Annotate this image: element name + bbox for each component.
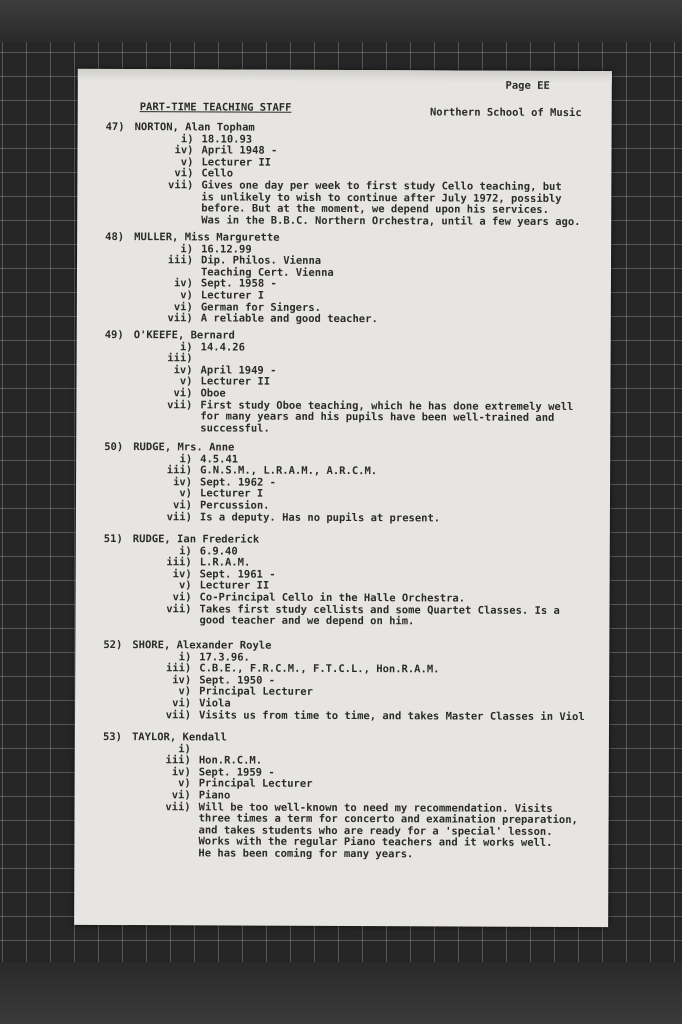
line-text: Principal Lecturer (198, 777, 313, 791)
line-text: Hon.R.C.M. (198, 754, 263, 767)
line-text: C.B.E., F.R.C.M., F.T.C.L., Hon.R.A.M. (199, 662, 440, 676)
line-text: is unlikely to wish to continue after July 1972, possibly (201, 190, 562, 205)
line-text: Piano (198, 789, 231, 802)
line-text: 18.10.93 (201, 132, 253, 146)
roman-numeral: vi) (172, 591, 192, 604)
roman-numeral: v) (179, 375, 193, 388)
entry-name: SHORE, Alexander Royle (132, 639, 272, 652)
line-text: Visits us from time to time, and takes Master Classes in Viol (199, 708, 585, 723)
staff-entry (75, 638, 609, 723)
roman-numeral: v) (180, 156, 194, 169)
roman-numeral: vi) (173, 300, 193, 313)
line-text: A reliable and good teacher. (200, 312, 378, 326)
roman-numeral: vii) (167, 312, 193, 325)
line-text: good teacher and we depend on him. (199, 614, 415, 628)
line-text: Lecturer II (201, 156, 272, 169)
line-text: April 1949 - (200, 364, 277, 377)
roman-numeral: iv) (173, 364, 193, 377)
roman-numeral: i) (180, 242, 194, 255)
roman-numeral: vi) (172, 499, 192, 512)
line-text: Teaching Cert. Vienna (200, 266, 334, 279)
roman-numeral: iv) (171, 766, 191, 779)
line-text: 6.9.40 (199, 544, 238, 558)
line-text: L.R.A.M. (199, 556, 251, 569)
staff-entry (76, 440, 610, 525)
roman-numeral: vii) (166, 602, 192, 615)
roman-numeral: iii) (167, 254, 194, 267)
line-text: Lecturer I (200, 289, 265, 302)
line-text: Sept. 1961 - (199, 568, 276, 581)
line-text: 14.4.26 (200, 340, 245, 354)
staff-entry (76, 532, 610, 628)
entry-number: 53) (102, 730, 122, 744)
roman-numeral: v) (178, 685, 192, 698)
roman-numeral: iii) (166, 464, 193, 477)
line-text: Takes first study cellists and some Quartet Classes. Is a (199, 602, 560, 617)
line-text: April 1948 - (201, 144, 278, 157)
line-text: Is a deputy. Has no pupils at present. (199, 510, 441, 525)
line-text: 4.5.41 (200, 452, 239, 466)
line-text: Sept. 1962 - (200, 476, 276, 489)
line-text: Co-Principal Cello in the Halle Orchestra. (199, 591, 466, 605)
roman-numeral: i) (179, 340, 193, 353)
staff-entry (75, 730, 609, 861)
roman-numeral: v) (180, 289, 193, 302)
line-text: G.N.S.M., L.R.A.M., A.R.C.M. (200, 464, 378, 478)
entry-name: RUDGE, Mrs. Anne (133, 441, 235, 454)
roman-numeral: iv) (172, 674, 192, 687)
roman-numeral: vii) (166, 510, 192, 523)
line-text: Percussion. (199, 499, 270, 512)
line-text: Principal Lecturer (199, 685, 313, 699)
entry-name: O'KEEFE, Bernard (133, 329, 235, 342)
line-text: Sept. 1958 - (200, 277, 277, 291)
line-text: Gives one day per week to first study Cello teaching, but (201, 179, 562, 193)
entry-number: 51) (103, 532, 123, 546)
staff-entry (77, 230, 611, 326)
line-text: First study Oboe teaching, which he has done extremely well (200, 398, 574, 413)
line-text: Will be too well-known to need my recommendation. Visits (198, 800, 553, 815)
line-text: Works with the regular Piano teachers and it works well. (198, 835, 553, 850)
staff-entry (78, 120, 612, 228)
entry-number: 50) (104, 440, 124, 454)
entry-number: 52) (103, 638, 123, 652)
line-text: Cello (201, 167, 234, 180)
staff-entry (77, 328, 611, 435)
line-text: Lecturer II (200, 375, 271, 389)
line-text: Lecturer II (199, 579, 270, 593)
roman-numeral: i) (178, 742, 191, 755)
line-text: 16.12.99 (201, 242, 252, 256)
line-text: Sept. 1950 - (199, 674, 276, 687)
roman-numeral: v) (179, 487, 193, 500)
roman-numeral: i) (179, 452, 193, 465)
roman-numeral: vii) (165, 708, 192, 721)
document-page (74, 69, 612, 927)
roman-numeral: iv) (173, 277, 193, 290)
roman-numeral: iv) (172, 568, 192, 581)
roman-numeral: vi) (171, 789, 191, 802)
entry-name: NORTON, Alan Topham (134, 121, 255, 134)
entry-number: 49) (104, 328, 124, 342)
roman-numeral: vi) (174, 167, 194, 180)
roman-numeral: i) (178, 650, 192, 663)
top-frame-band (0, 0, 682, 42)
roman-numeral: vii) (168, 179, 194, 192)
line-text: He has been coming for many years. (198, 847, 414, 861)
entry-name: RUDGE, Ian Frederick (132, 533, 260, 546)
line-text: three times a term for concerto and examination preparation, (198, 812, 578, 827)
roman-numeral: vii) (165, 800, 191, 813)
page-title: PART-TIME TEACHING STAFF (139, 101, 292, 114)
roman-numeral: iii) (166, 556, 192, 569)
roman-numeral: i) (179, 544, 192, 557)
roman-numeral: iv) (173, 476, 193, 489)
entry-number: 47) (105, 120, 125, 134)
line-text: German for Singers. (200, 300, 321, 314)
roman-numeral: vi) (172, 697, 192, 710)
page-number: Page EE (505, 79, 550, 92)
line-text: Lecturer I (199, 487, 264, 501)
school-name: Northern School of Music (429, 106, 582, 120)
line-text: Was in the B.B.C. Northern Orchestra, until a few years ago. (201, 214, 581, 228)
entry-name: MULLER, Miss Margurette (134, 231, 280, 244)
line-text: Oboe (200, 387, 226, 400)
roman-numeral: iv) (174, 144, 194, 157)
roman-numeral: iii) (165, 662, 192, 675)
line-text: Dip. Philos. Vienna (201, 254, 322, 268)
line-text: Viola (199, 697, 231, 710)
entry-number: 48) (105, 230, 125, 244)
roman-numeral: iii) (167, 352, 193, 365)
line-text: Sept. 1959 - (198, 766, 275, 779)
bottom-frame-band (0, 962, 682, 1024)
roman-numeral: v) (178, 777, 191, 790)
line-text: for many years and his pupils have been well-trained and (200, 410, 555, 425)
roman-numeral: vi) (173, 387, 193, 400)
roman-numeral: i) (180, 132, 194, 145)
roman-numeral: iii) (165, 754, 191, 767)
roman-numeral: v) (178, 579, 192, 592)
line-text: before. But at the moment, we depend upon his services. (201, 202, 549, 217)
line-text: 17.3.96. (199, 650, 250, 664)
line-text: successful. (200, 422, 270, 435)
line-text: and takes students who are ready for a 'special' lesson. (198, 824, 553, 838)
entry-name: TAYLOR, Kendall (131, 731, 227, 744)
roman-numeral: vii) (167, 398, 193, 411)
